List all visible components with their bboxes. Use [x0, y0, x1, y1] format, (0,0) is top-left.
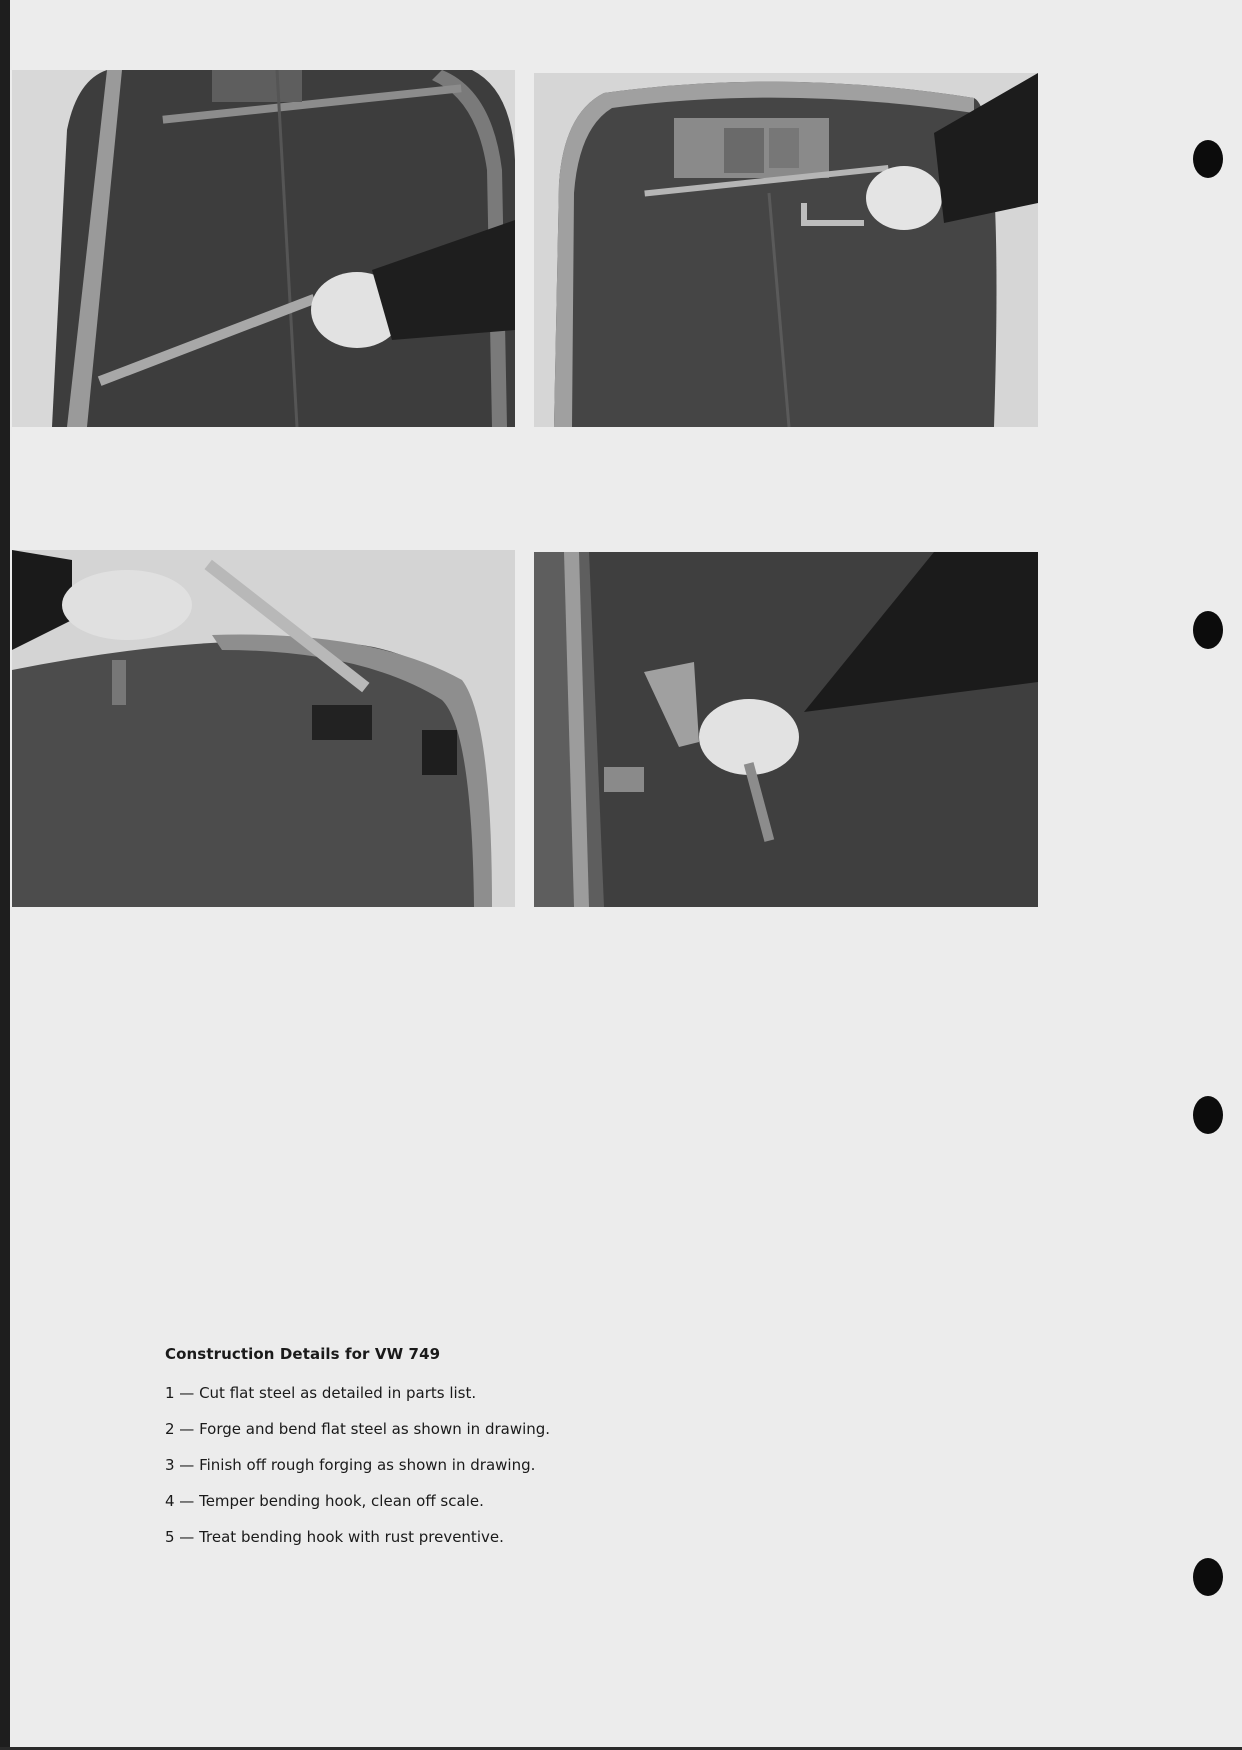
step-3: 3 — Finish off rough forging as shown in drawing. — [165, 1456, 536, 1474]
photo-door-side-tool-lever — [12, 550, 515, 907]
binder-hole-4 — [1193, 1558, 1223, 1596]
step-5: 5 — Treat bending hook with rust preventive. — [165, 1528, 504, 1546]
construction-details — [165, 1345, 865, 1563]
page-left-edge — [0, 0, 10, 1750]
step-4: 4 — Temper bending hook, clean off scale. — [165, 1492, 484, 1510]
photo-door-frame-tool-insertion — [12, 70, 515, 427]
step-1: 1 — Cut flat steel as detailed in parts list. — [165, 1384, 477, 1402]
details-title: Construction Details for VW 749 — [165, 1345, 441, 1363]
binder-hole-2 — [1193, 611, 1223, 649]
photo-door-top-tool-hooked — [534, 73, 1038, 427]
step-2: 2 — Forge and bend flat steel as shown in drawing. — [165, 1420, 551, 1438]
binder-hole-3 — [1193, 1096, 1223, 1134]
photo-door-lower-tool-hold — [534, 552, 1038, 907]
binder-hole-1 — [1193, 140, 1223, 178]
